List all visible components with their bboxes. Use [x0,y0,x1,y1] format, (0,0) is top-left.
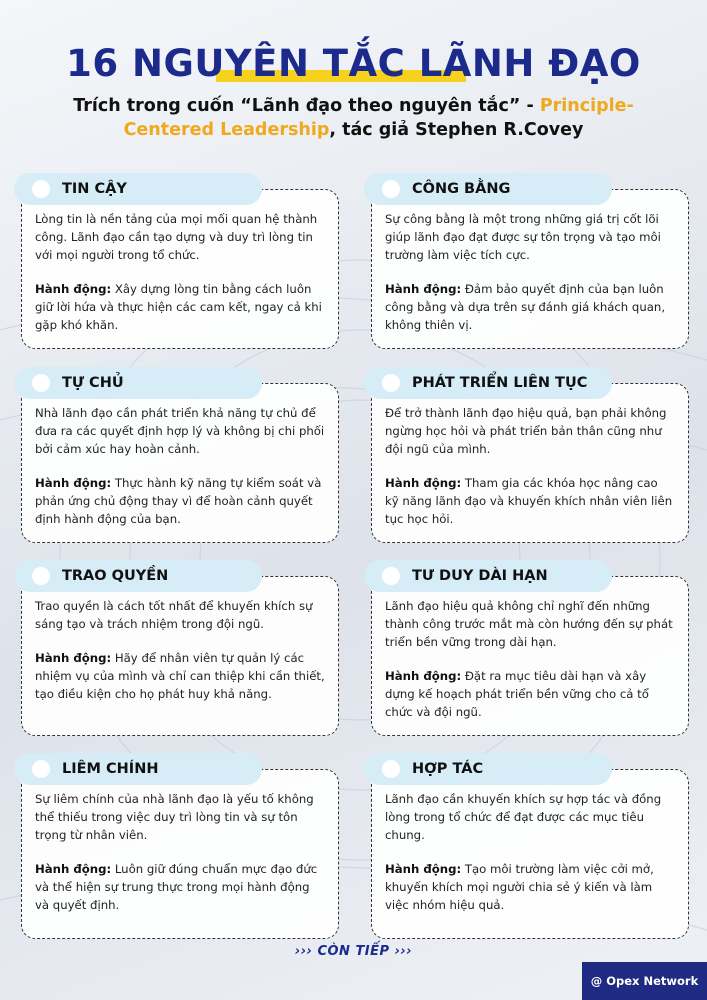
principle-action: Hành động: Thực hành kỹ năng tự kiểm soát và phản ứng chủ động thay vì để hoàn cảnh quyết định hành động của bạn. [35,476,322,526]
principle-title-pill [364,173,612,205]
page-subtitle: Trích trong cuốn “Lãnh đạo theo nguyên tắc” - Principle-Centered Leadership, tác giả Stephen R.Covey [73,96,634,140]
principle-title-pill [14,367,262,399]
principle-title: PHÁT TRIỂN LIÊN TỤC [412,375,588,391]
principle-box [371,383,689,543]
principle-box [21,769,339,939]
bullet-dot-icon [32,180,50,198]
principle-title: LIÊM CHÍNH [62,761,159,777]
book-title-highlight: Principle-Centered Leadership [123,96,634,140]
principle-description: Nhà lãnh đạo cần phát triển khả năng tự chủ để đưa ra các quyết định hợp lý và không bị chi phối bởi cảm xúc hay hoàn cảnh. [35,406,325,456]
bullet-dot-icon [32,760,50,778]
principle-action: Hành động: Xây dựng lòng tin bằng cách luôn giữ lời hứa và thực hiện các cam kết, ngay cả khi gặp khó khăn. [35,282,322,332]
principle-title: TIN CẬY [62,181,127,197]
bullet-dot-icon [382,180,400,198]
principle-title-pill [364,367,612,399]
principle-action: Hành động: Luôn giữ đúng chuẩn mực đạo đức và thể hiện sự trung thực trong mọi hành động và quyết định. [35,862,318,912]
bullet-dot-icon [382,374,400,392]
bullet-dot-icon [32,374,50,392]
principle-title-pill [14,173,262,205]
principle-description: Lãnh đạo hiệu quả không chỉ nghĩ đến những thành công trước mắt mà còn hướng đến sự phát triển bền vững trong dài hạn. [385,599,673,649]
principle-box [371,189,689,349]
principle-title-pill [364,560,612,592]
principle-title: TƯ DUY DÀI HẠN [412,568,548,584]
principle-description: Sự công bằng là một trong những giá trị cốt lõi giúp lãnh đạo đạt được sự tôn trọng và tạo môi trường làm việc tích cực. [385,212,661,262]
brand-badge: @ Opex Network [582,962,707,1000]
bullet-dot-icon [382,567,400,585]
page-title: 16 NGUYÊN TẮC LÃNH ĐẠO [66,42,641,85]
principle-box [371,576,689,736]
continued-label: ››› CÒN TIẾP ››› [294,944,413,959]
principle-action: Hành động: Đảm bảo quyết định của bạn luôn công bằng và dựa trên sự đánh giá khách quan, không thiên vị. [385,282,666,332]
principle-title: HỢP TÁC [412,761,484,777]
principle-description: Lòng tin là nền tảng của mọi mối quan hệ thành công. Lãnh đạo cần tạo dựng và duy trì lòng tin với mọi người trong tổ chức. [35,212,318,262]
principle-title-pill [364,753,612,785]
principle-action: Hành động: Hãy để nhân viên tự quản lý các nhiệm vụ của mình và chỉ can thiệp khi cần thiết, tạo điều kiện cho họ phát huy khả năng. [35,651,325,701]
principle-box [21,189,339,349]
principle-action: Hành động: Đặt ra mục tiêu dài hạn và xây dựng kế hoạch phát triển bền vững cho cả tổ chức và đội ngũ. [385,669,649,719]
principle-description: Để trở thành lãnh đạo hiệu quả, bạn phải không ngừng học hỏi và phát triển bản thân cũng như đội ngũ của mình. [385,406,667,456]
principle-title: TRAO QUYỀN [62,568,169,584]
principle-description: Trao quyền là cách tốt nhất để khuyến khích sự sáng tạo và trách nhiệm trong đội ngũ. [35,599,313,631]
bullet-dot-icon [32,567,50,585]
principle-title-pill [14,753,262,785]
principle-box [21,576,339,736]
principle-title: CÔNG BẰNG [412,181,511,197]
bullet-dot-icon [382,760,400,778]
principle-description: Sự liêm chính của nhà lãnh đạo là yếu tố không thể thiếu trong việc duy trì lòng tin và sự tôn trọng từ nhân viên. [35,792,314,842]
principle-action: Hành động: Tạo môi trường làm việc cởi mở, khuyến khích mọi người chia sẻ ý kiến và làm việc nhóm hiệu quả. [385,862,654,912]
principle-title: TỰ CHỦ [62,375,124,391]
principle-description: Lãnh đạo cần khuyến khích sự hợp tác và đồng lòng trong tổ chức để đạt được các mục tiêu chung. [385,792,662,842]
principle-box [371,769,689,939]
principle-box [21,383,339,543]
principle-action: Hành động: Tham gia các khóa học nâng cao kỹ năng lãnh đạo và khuyến khích nhân viên liên tục học hỏi. [385,476,673,526]
principle-title-pill [14,560,262,592]
